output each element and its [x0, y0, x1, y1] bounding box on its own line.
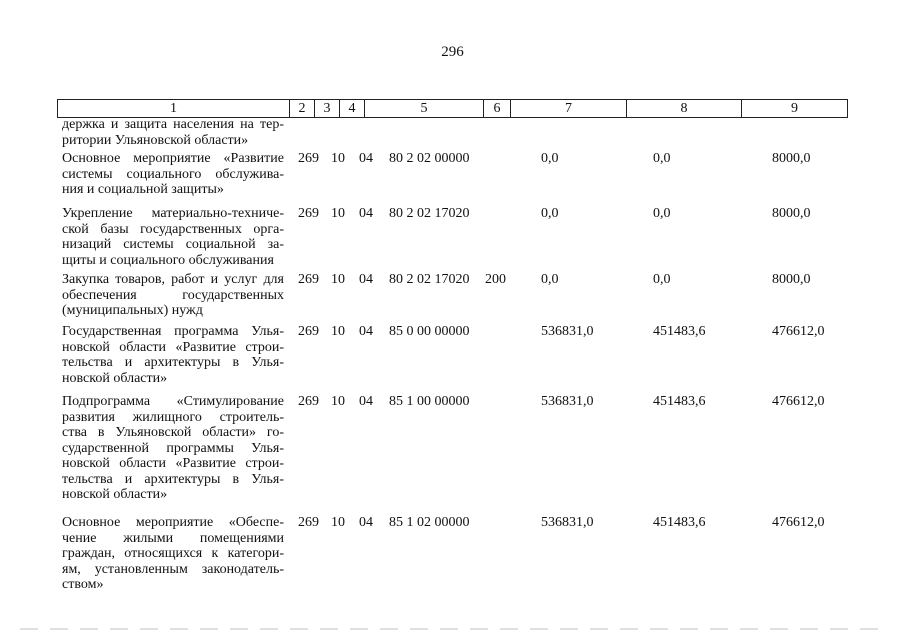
cell-c2: 269	[298, 394, 319, 409]
cell-c9: 476612,0	[772, 394, 825, 409]
cell-c2: 269	[298, 515, 319, 530]
row-name-line: держка и защита населения на тер-	[62, 117, 284, 132]
header-col-6: 6	[484, 100, 511, 117]
cell-c8: 451483,6	[653, 394, 706, 409]
header-col-5: 5	[365, 100, 484, 117]
cell-c3: 10	[331, 206, 345, 221]
row-name-line: тельства и архитектуры в Улья-	[62, 471, 284, 487]
row-name	[62, 515, 284, 593]
cell-c9: 476612,0	[772, 515, 825, 530]
cell-c7: 0,0	[541, 206, 559, 221]
cell-c5: 85 1 00 00000	[389, 394, 470, 409]
header-col-1: 1	[58, 100, 290, 117]
row-name-line: ритории Ульяновской области»	[62, 132, 249, 148]
cell-c4: 04	[359, 206, 373, 221]
cell-c7: 0,0	[541, 151, 559, 166]
header-col-7: 7	[511, 100, 627, 117]
page-number: 296	[441, 44, 464, 60]
cell-c2: 269	[298, 324, 319, 339]
cell-c9: 8000,0	[772, 151, 811, 166]
header-col-4: 4	[340, 100, 365, 117]
cell-c8: 451483,6	[653, 515, 706, 530]
cell-c8: 0,0	[653, 151, 671, 166]
cell-c5: 80 2 02 00000	[389, 151, 470, 166]
cell-c8: 451483,6	[653, 324, 706, 339]
cell-c7: 0,0	[541, 272, 559, 287]
row-name-line: ской базы государственных орга-	[62, 221, 284, 237]
row-name-line: Закупка товаров, работ и услуг для	[62, 272, 284, 287]
cell-c5: 80 2 02 17020	[389, 272, 470, 287]
cell-c2: 269	[298, 151, 319, 166]
row-name	[62, 151, 284, 198]
cell-c7: 536831,0	[541, 324, 594, 339]
row-name	[62, 272, 284, 319]
row-name-line: Основное мероприятие «Развитие	[62, 151, 284, 166]
cell-c9: 476612,0	[772, 324, 825, 339]
row-name	[62, 117, 284, 148]
row-name-line: Подпрограмма «Стимулирование	[62, 394, 284, 409]
cell-c4: 04	[359, 272, 373, 287]
cell-c3: 10	[331, 515, 345, 530]
cell-c9: 8000,0	[772, 272, 811, 287]
row-name-line: Укрепление материально-техниче-	[62, 206, 284, 221]
row-name-line: новской области «Развитие строи-	[62, 456, 284, 471]
cell-c3: 10	[331, 394, 345, 409]
row-name-line: (муниципальных) нужд	[62, 303, 203, 318]
row-name	[62, 206, 284, 268]
row-name-line: граждан, относящихся к категори-	[62, 546, 284, 561]
row-name-line: развития жилищного строитель-	[62, 409, 284, 425]
cell-c9: 8000,0	[772, 206, 811, 221]
row-name-line: системы социального обслужива-	[62, 166, 284, 182]
cell-c5: 85 0 00 00000	[389, 324, 470, 339]
cell-c8: 0,0	[653, 206, 671, 221]
cell-c2: 269	[298, 206, 319, 221]
row-name-line: новской области «Развитие строи-	[62, 339, 284, 355]
row-name	[62, 324, 284, 386]
cell-c6: 200	[485, 272, 506, 287]
row-name-line: новской области»	[62, 370, 168, 386]
row-name-line: ния и социальной защиты»	[62, 182, 224, 197]
header-col-2: 2	[290, 100, 315, 117]
cell-c3: 10	[331, 324, 345, 339]
cell-c4: 04	[359, 515, 373, 530]
row-name-line: ством»	[62, 577, 104, 592]
cell-c2: 269	[298, 272, 319, 287]
header-col-8: 8	[627, 100, 742, 117]
row-name-line: Государственная программа Улья-	[62, 324, 284, 339]
cell-c4: 04	[359, 151, 373, 166]
cell-c7: 536831,0	[541, 394, 594, 409]
cell-c7: 536831,0	[541, 515, 594, 530]
row-name-line: новской области»	[62, 487, 168, 502]
row-name-line: обеспечения государственных	[62, 287, 284, 303]
row-name-line: чение жилыми помещениями	[62, 530, 284, 546]
cell-c5: 80 2 02 17020	[389, 206, 470, 221]
cell-c5: 85 1 02 00000	[389, 515, 470, 530]
row-name-line: тельства и архитектуры в Улья-	[62, 355, 284, 370]
header-col-9: 9	[791, 101, 798, 116]
cell-c3: 10	[331, 272, 345, 287]
row-name-line: низаций системы социальной за-	[62, 237, 284, 252]
header-col-3: 3	[315, 100, 340, 117]
cell-c4: 04	[359, 324, 373, 339]
row-name-line: Основное мероприятие «Обеспе-	[62, 515, 284, 530]
row-name-line: щиты и социального обслуживания	[62, 252, 274, 268]
cell-c3: 10	[331, 151, 345, 166]
row-name-line: сударственной программы Улья-	[62, 440, 284, 456]
row-name-line: ства в Ульяновской области» го-	[62, 425, 284, 440]
scan-artifact	[20, 628, 880, 630]
cell-c4: 04	[359, 394, 373, 409]
table-header	[57, 99, 848, 118]
row-name-line: ям, установленным законодатель-	[62, 561, 284, 577]
cell-c8: 0,0	[653, 272, 671, 287]
row-name	[62, 394, 284, 503]
